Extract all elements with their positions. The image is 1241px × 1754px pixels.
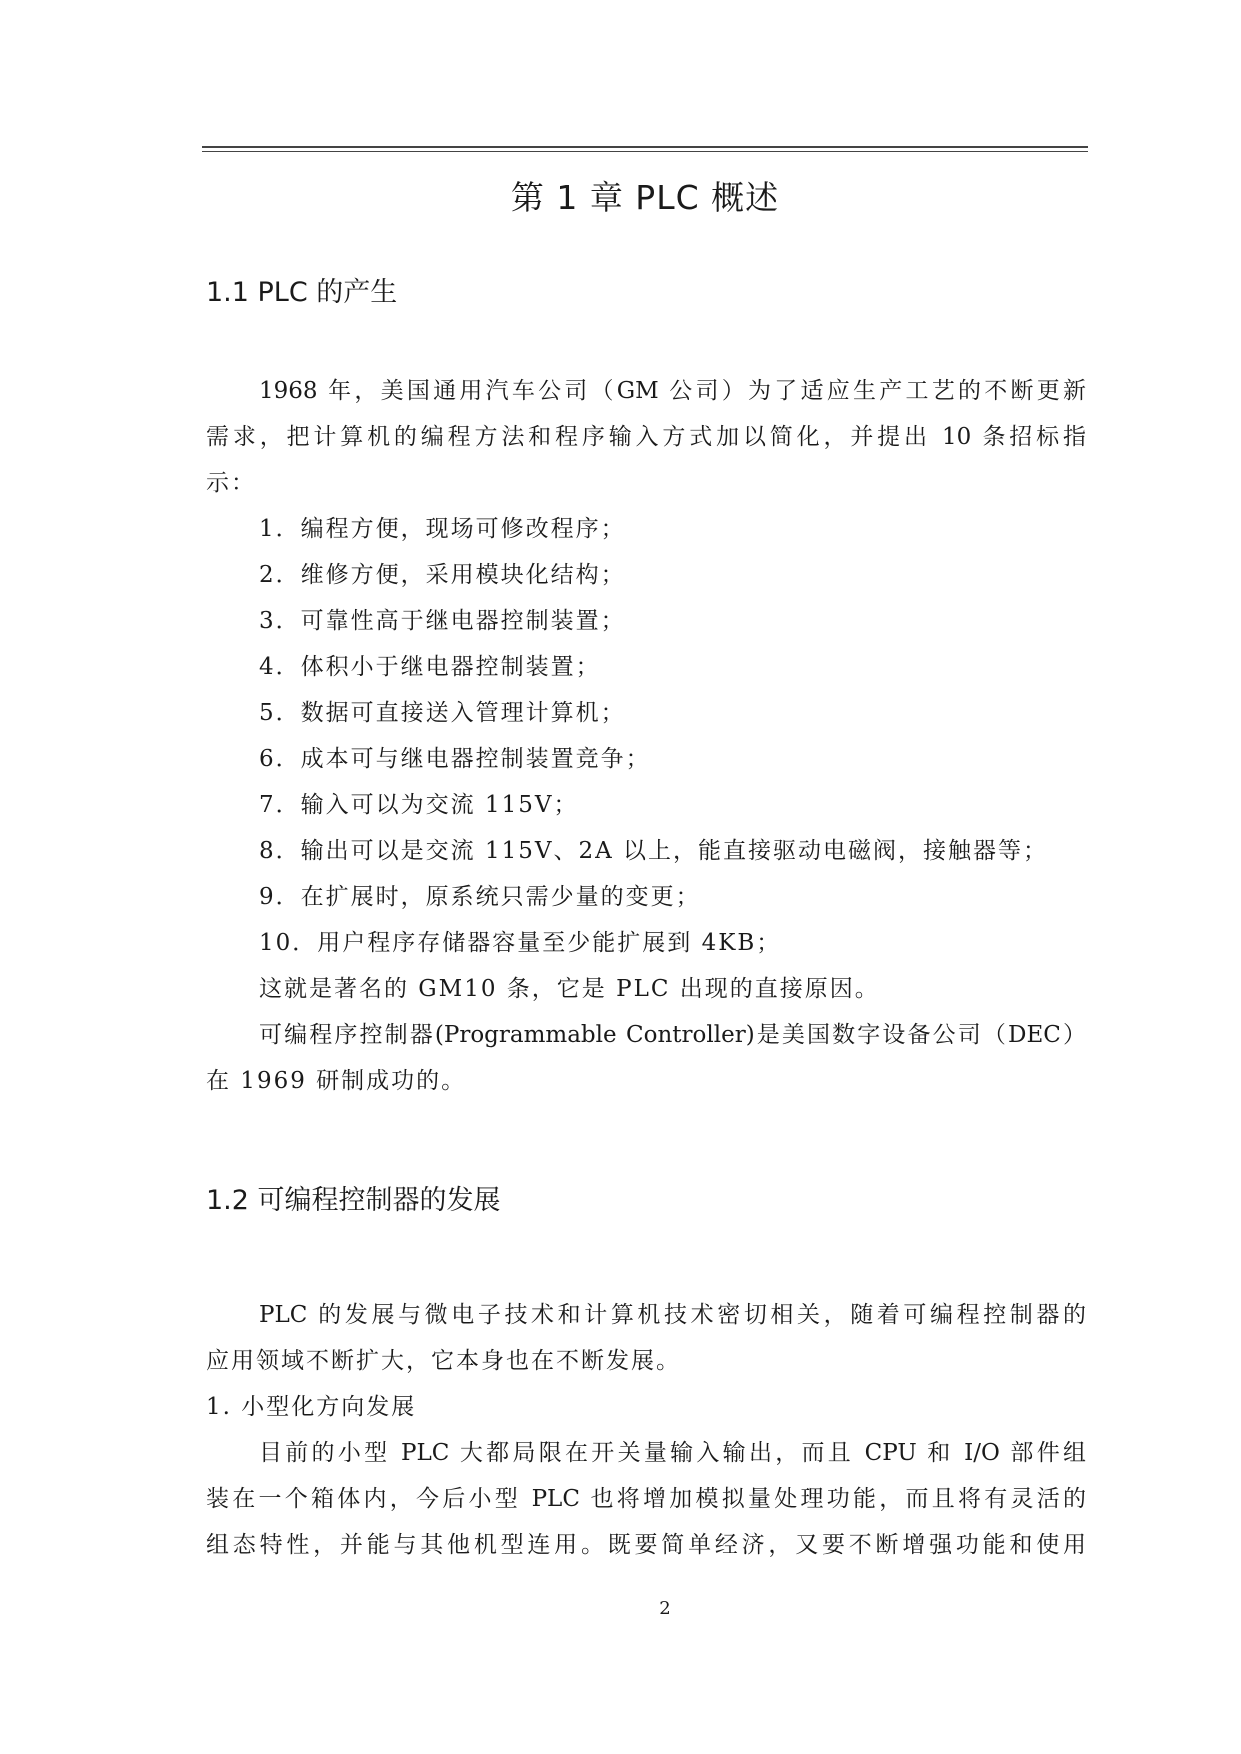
- list-item: 6．成本可与继电器控制装置竞争；: [259, 746, 651, 772]
- list-item: 4．体积小于继电器控制装置；: [259, 654, 601, 680]
- summary-line: 这就是著名的 GM10 条，它是 PLC 出现的直接原因。: [259, 976, 880, 1002]
- header-rule-top: [202, 146, 1088, 148]
- intro-line-3: 示：: [206, 470, 256, 496]
- list-item: 9．在扩展时，原系统只需少量的变更；: [259, 884, 701, 910]
- section-heading-1-1: 1.1 PLC 的产生: [206, 277, 398, 308]
- intro-line-1: 1968 年，美国通用汽车公司（GM 公司）为了适应生产工艺的不断更新: [259, 378, 1086, 404]
- intro-line-2: 需求，把计算机的编程方法和程序输入方式加以简化，并提出 10 条招标指: [206, 424, 1086, 450]
- header-rule-bottom: [202, 151, 1088, 152]
- list-item: 7．输入可以为交流 115V；: [259, 792, 579, 818]
- page-number: 2: [659, 1598, 671, 1619]
- list-item: 8．输出可以是交流 115V、2A 以上，能直接驱动电磁阀，接触器等；: [259, 838, 1049, 864]
- para2-line-3: 组态特性，并能与其他机型连用。既要简单经济，又要不断增强功能和使用: [206, 1532, 1086, 1558]
- section-heading-1-2: 1.2 可编程控制器的发展: [206, 1185, 501, 1216]
- para1-line-2: 应用领域不断扩大，它本身也在不断发展。: [206, 1348, 681, 1374]
- list-item: 5．数据可直接送入管理计算机；: [259, 700, 626, 726]
- chapter-title: 第 1 章 PLC 概述: [510, 178, 780, 217]
- list-item: 3．可靠性高于继电器控制装置；: [259, 608, 626, 634]
- list-item: 10．用户程序存储器容量至少能扩展到 4KB；: [259, 930, 782, 956]
- dec-line-1: 可编程序控制器(Programmable Controller)是美国数字设备公司（DEC）: [259, 1022, 1086, 1048]
- para2-line-1: 目前的小型 PLC 大都局限在开关量输入输出，而且 CPU 和 I/O 部件组: [259, 1440, 1086, 1466]
- dec-line-2: 在 1969 研制成功的。: [206, 1068, 467, 1094]
- subsection-title: 1. 小型化方向发展: [206, 1394, 417, 1420]
- list-item: 2．维修方便，采用模块化结构；: [259, 562, 626, 588]
- para2-line-2: 装在一个箱体内，今后小型 PLC 也将增加模拟量处理功能，而且将有灵活的: [206, 1486, 1086, 1512]
- para1-line-1: PLC 的发展与微电子技术和计算机技术密切相关，随着可编程控制器的: [259, 1302, 1086, 1328]
- list-item: 1．编程方便，现场可修改程序；: [259, 516, 626, 542]
